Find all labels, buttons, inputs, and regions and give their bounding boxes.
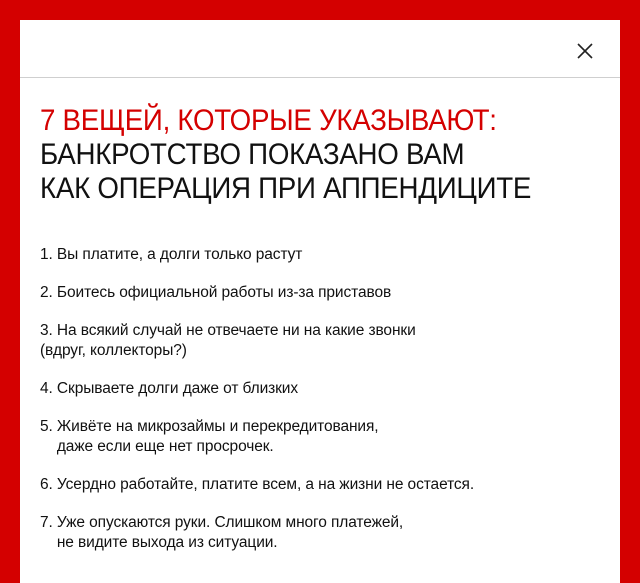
list-item-5: 5. Живёте на микрозаймы и перекредитования, даже если еще нет просрочек.	[40, 418, 379, 455]
list-item-4: 4. Скрываете долги даже от близких	[40, 380, 299, 397]
list-item-7: 7. Уже опускаются руки. Слишком много платежей, не видите выхода из ситуации.	[40, 514, 404, 551]
sign-list	[40, 245, 610, 571]
popup-dialog	[20, 20, 620, 583]
list-item-3: 3. На всякий случай не отвечаете ни на какие звонки (вдруг, коллекторы?)	[40, 322, 416, 359]
dialog-header	[20, 20, 620, 78]
list-item-2: 2. Боитесь официальной работы из-за приставов	[40, 284, 392, 301]
list-item-6: 6. Усердно работайте, платите всем, а на жизни не остается.	[40, 476, 475, 493]
close-icon	[576, 42, 594, 60]
close-button[interactable]	[576, 42, 594, 60]
headline-line-2: БАНКРОТСТВО ПОКАЗАНО ВАМ	[40, 138, 465, 171]
dialog-body	[40, 104, 610, 551]
headline-line-3: КАК ОПЕРАЦИЯ ПРИ АППЕНДИЦИТЕ	[40, 172, 532, 205]
headline-line-1: 7 ВЕЩЕЙ, КОТОРЫЕ УКАЗЫВАЮТ:	[40, 104, 497, 137]
list-item-1: 1. Вы платите, а долги только растут	[40, 246, 303, 263]
headline	[40, 104, 576, 206]
